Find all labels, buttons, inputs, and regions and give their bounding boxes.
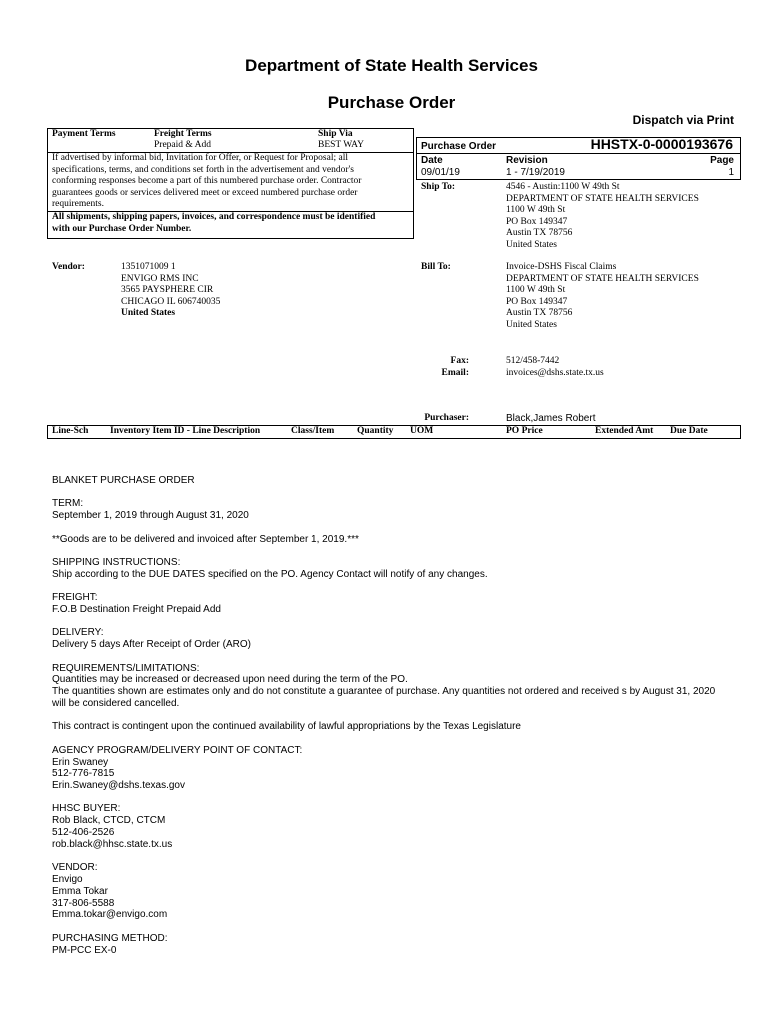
vendor-line: 1351071009 1 [121,262,176,272]
fax-label: Fax: [450,356,469,366]
body-line: SHIPPING INSTRUCTIONS: [52,556,181,568]
col-uom: UOM [410,426,434,436]
purchaser-value: Black,James Robert [506,413,596,424]
vendor-contact-block [52,862,742,921]
body-line: HHSC BUYER: [52,803,121,815]
purchaser-label: Purchaser: [424,413,469,423]
notice-line: specifications, terms, and conditions set forth in the advertisement and vendor's [52,164,354,175]
body-line: PURCHASING METHOD: [52,932,168,944]
body-line: 317-806-5588 [52,897,115,909]
bill-to-line: PO Box 149347 [506,296,568,307]
department-title: Department of State Health Services [245,56,538,75]
body-line: The quantities shown are estimates only and do not constitute a guarantee of purchase. Any quantities not ordered and received s by August 31, 2020 [52,686,716,698]
body-line: will be considered cancelled. [52,697,180,709]
term-block [52,498,742,522]
body-line: BLANKET PURCHASE ORDER [52,475,195,486]
body-line: FREIGHT: [52,592,98,604]
freight-block [52,592,742,616]
date-value: 09/01/19 [421,167,460,178]
freight-terms-label: Freight Terms [154,129,212,139]
notice-line: requirements. [52,199,104,210]
body-line: This contract is contingent upon the continued availability of lawful appropriations by the Texas Legislature [52,721,521,733]
vendor-country: United States [121,308,176,319]
shipments-notice [52,212,375,235]
col-item-description: Inventory Item ID - Line Description [110,426,261,436]
body-line: TERM: [52,498,84,510]
col-po-price: PO Price [506,426,543,436]
document-title: Purchase Order [327,93,456,112]
ship-to-label: Ship To: [421,182,456,192]
body-line: DELIVERY: [52,627,104,639]
ship-to-line: PO Box 149347 [506,216,568,227]
body-line: PM-PCC EX-0 [52,944,117,956]
payment-terms-label: Payment Terms [52,129,116,139]
bill-to-line: United States [506,319,557,330]
col-quantity: Quantity [357,426,394,436]
body-line: REQUIREMENTS/LIMITATIONS: [52,662,200,674]
po-number: HHSTX-0-0000193676 [590,136,733,152]
bill-to-line: DEPARTMENT OF STATE HEALTH SERVICES [506,273,699,284]
ship-via-value: BEST WAY [318,140,365,150]
body-line: **Goods are to be delivered and invoiced after September 1, 2019.*** [52,533,359,545]
revision-value: 1 - 7/19/2019 [506,167,565,178]
ship-to-line: DEPARTMENT OF STATE HEALTH SERVICES [506,193,699,204]
shipments-notice-line: with our Purchase Order Number. [52,223,192,234]
ship-to-line: United States [506,239,557,250]
body-line: Emma Tokar [52,885,108,897]
dispatch-method: Dispatch via Print [632,113,734,127]
ship-via-label: Ship Via [318,129,353,139]
ship-to-line: 4546 - Austin:1100 W 49th St [506,182,620,192]
body-line: Emma.tokar@envigo.com [52,909,168,921]
notice-line: conforming responses become a part of this numbered purchase order. Contractor [52,176,362,187]
shipments-notice-line: All shipments, shipping papers, invoices, and correspondence must be identified [52,212,376,222]
agency-contact-block [52,745,742,792]
body-line: VENDOR: [52,862,98,874]
body-line: 512-406-2526 [52,827,115,839]
col-class-item: Class/Item [291,426,335,436]
body-line: 512-776-7815 [52,768,115,780]
bill-to-line: Austin TX 78756 [506,308,573,319]
email-value[interactable]: invoices@dshs.state.tx.us [506,368,604,378]
col-extended-amt: Extended Amt [595,426,654,436]
bill-to-line: 1100 W 49th St [506,285,566,296]
ship-to-address [506,182,699,252]
po-label: Purchase Order [421,141,497,152]
freight-terms-value: Prepaid & Add [154,140,211,150]
col-due-date: Due Date [670,426,708,436]
col-line-sch: Line-Sch [52,426,89,436]
fax-value: 512/458-7442 [506,356,560,366]
email-label: Email: [441,368,469,378]
vendor-line: ENVIGO RMS INC [121,273,199,284]
vendor-line: 3565 PAYSPHERE CIR [121,285,214,296]
shipping-instructions-block [52,557,742,581]
notice-line: guarantees goods or services delivered meet or exceed numbered purchase order [52,187,358,198]
buyer-block [52,803,742,850]
po-box-divider [416,153,741,154]
contract-notice [52,153,361,211]
date-label: Date [421,155,443,166]
body-line: rob.black@hhsc.state.tx.us [52,838,173,850]
body-line: Ship according to the DUE DATES specified on the PO. Agency Contact will notify of any changes. [52,568,488,580]
blanket-heading-block [52,475,742,487]
bill-to-line: Invoice-DSHS Fiscal Claims [506,262,617,272]
ship-to-line: 1100 W 49th St [506,205,566,216]
contingency-block [52,721,742,733]
purchasing-method-block [52,933,742,957]
bill-to-label: Bill To: [421,262,451,272]
page-value: 1 [728,167,734,178]
bill-to-address [506,262,699,332]
body-line: F.O.B Destination Freight Prepaid Add [52,603,221,615]
revision-label: Revision [506,155,548,166]
body-line: September 1, 2019 through August 31, 2020 [52,510,249,522]
body-line: AGENCY PROGRAM/DELIVERY POINT OF CONTACT: [52,744,303,756]
body-line: Rob Black, CTCD, CTCM [52,815,166,827]
delivery-block [52,627,742,651]
body-line: Delivery 5 days After Receipt of Order (ARO) [52,639,251,651]
vendor-address [121,262,220,320]
body-line: Erin.Swaney@dshs.texas.gov [52,780,185,792]
delivery-note-block [52,534,742,546]
vendor-line: CHICAGO IL 606740035 [121,296,221,307]
page-label: Page [710,155,734,166]
requirements-block [52,663,742,710]
vendor-label: Vendor: [52,262,85,272]
body-line: Erin Swaney [52,756,109,768]
body-line: Quantities may be increased or decreased upon need during the term of the PO. [52,674,408,686]
ship-to-line: Austin TX 78756 [506,228,573,239]
body-line: Envigo [52,874,83,886]
notice-line: If advertised by informal bid, Invitation for Offer, or Request for Proposal; all [52,153,348,163]
po-description [52,475,742,968]
